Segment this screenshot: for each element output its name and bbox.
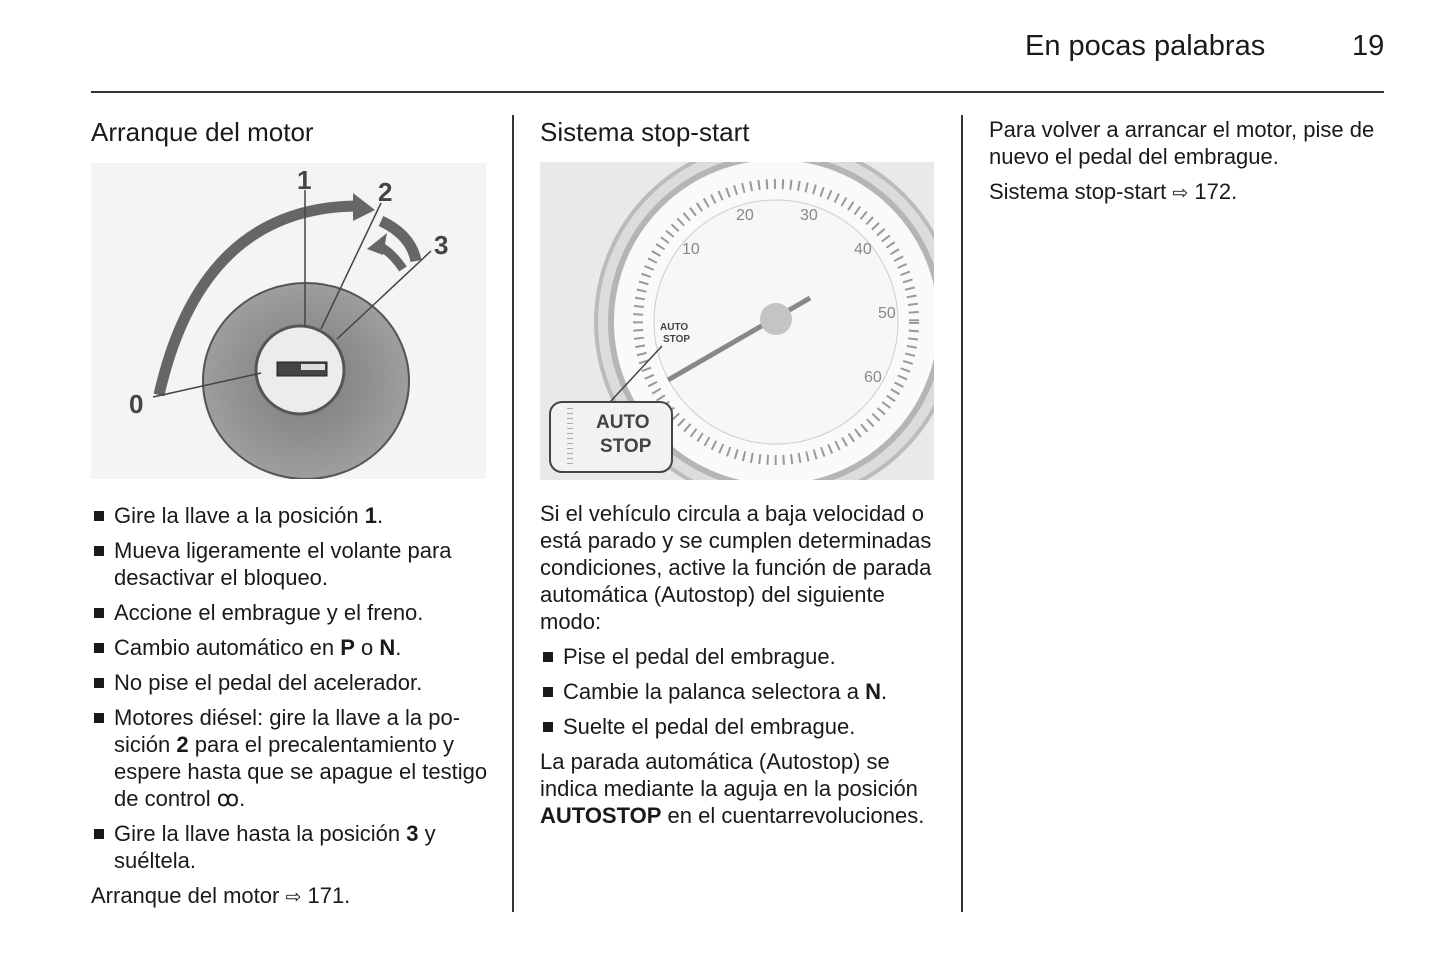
position-label-1: 1 (297, 165, 312, 195)
tick-label-30: 30 (800, 207, 818, 224)
page-ref-arrow-icon: ⇨ (1172, 183, 1189, 204)
column-stop-start (540, 116, 940, 829)
section-heading-stop-start: Sistema stop-start (540, 117, 750, 147)
autostop-callout-line2: STOP (600, 436, 652, 457)
list-item: Gire la llave hasta la posición 3 y suéltela. (91, 820, 491, 874)
arc-arrowhead (353, 193, 375, 221)
position-label-0: 0 (129, 389, 144, 419)
autostop-small-label-line1: AUTO (660, 322, 689, 333)
autostop-small-label-line2: STOP (663, 334, 691, 345)
tick-label-20: 20 (736, 207, 754, 224)
column-restart (989, 116, 1389, 207)
cross-reference-arranque[interactable]: Arranque del motor ⇨ 171. (91, 883, 351, 908)
header-title: En pocas palabras (1025, 30, 1266, 62)
glow-plug-icon: ꝏ (216, 786, 240, 811)
autostop-indication-paragraph: La parada automática (Autostop) se indica mediante la aguja en la posición AUTOSTOP en el cuentarrevoluciones. (540, 749, 925, 828)
restart-paragraph: Para volver a arrancar el motor, pise de nuevo el pedal del embrague. (989, 117, 1375, 169)
page-ref-arrow-icon: ⇨ (285, 887, 302, 908)
autostop-steps-list (540, 643, 940, 740)
key-slot-highlight (301, 364, 325, 370)
section-heading-arranque: Arranque del motor (91, 117, 314, 147)
column-divider-1 (512, 115, 514, 912)
ignition-figure (91, 163, 486, 479)
list-item: Gire la llave a la posición 1. (91, 502, 491, 529)
tick-label-50: 50 (878, 305, 896, 322)
list-item: Cambie la palanca selectora a N. (540, 678, 940, 705)
tachometer-figure (540, 162, 934, 480)
list-item: Motores diésel: gire la llave a la posición 2 para el precalentamiento y espere hasta que se apague el testigo de control ꝏ. (91, 704, 491, 812)
autostop-callout-line1: AUTO (596, 412, 650, 433)
list-item: Suelte el pedal del embrague. (540, 713, 940, 740)
list-item: Accione el embrague y el freno. (91, 599, 491, 626)
column-divider-2 (961, 115, 963, 912)
tick-label-10: 10 (682, 241, 700, 258)
list-item: Mueva ligeramente el volante para desactivar el bloqueo. (91, 537, 491, 591)
start-steps-list (91, 502, 491, 874)
list-item: Pise el pedal del embrague. (540, 643, 940, 670)
column-arranque (91, 116, 491, 911)
list-item: No pise el pedal del acelerador. (91, 669, 491, 696)
cross-reference-stop-start[interactable]: Sistema stop-start ⇨ 172. (989, 179, 1238, 204)
position-label-3: 3 (434, 230, 449, 260)
tick-label-40: 40 (854, 241, 872, 258)
position-label-2: 2 (378, 177, 393, 207)
needle-hub (760, 303, 792, 335)
tick-label-60: 60 (864, 369, 882, 386)
header-rule (91, 91, 1384, 93)
list-item: Cambio automático en P o N. (91, 634, 491, 661)
page-number: 19 (1352, 30, 1385, 62)
intro-paragraph: Si el vehículo circula a baja velocidad o está parado y se cumplen determinadas condiciones, active la función de parada automática (Autostop) del siguiente modo: (540, 501, 932, 634)
